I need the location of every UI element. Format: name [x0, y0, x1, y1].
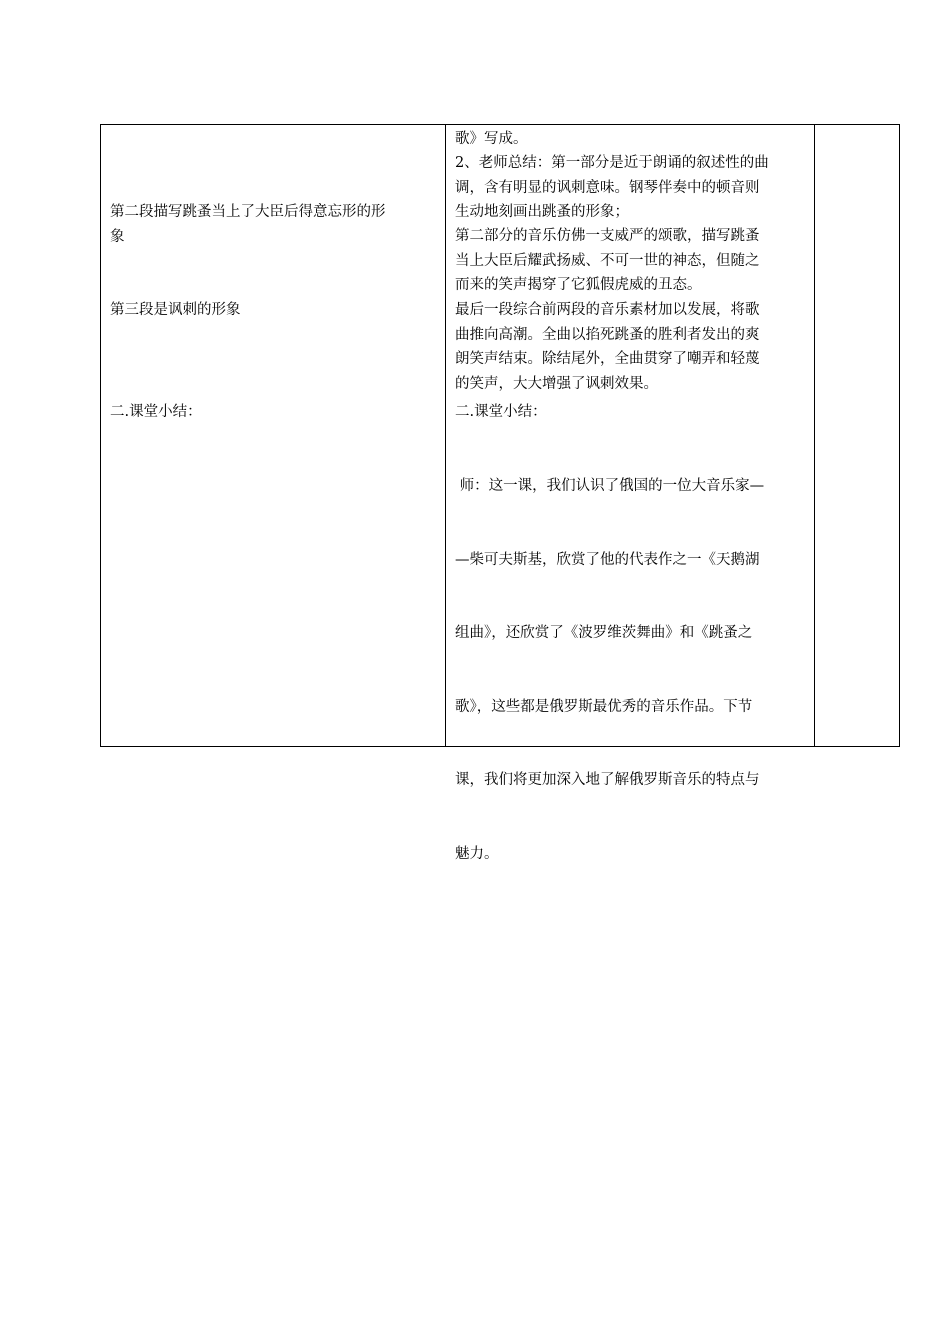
text-line: 第三段是讽刺的形象	[110, 302, 241, 318]
text-line: 当上大臣后耀武扬威、不可一世的神态，但随之	[455, 252, 760, 269]
text-line: 调，含有明显的讽刺意味。钢琴伴奏中的顿音则	[455, 179, 760, 196]
text-line: 师：这一课，我们认识了俄国的一位大音乐家—	[455, 478, 765, 494]
text-line: 魅力。	[455, 845, 499, 862]
text-line: 最后一段综合前两段的音乐素材加以发展，将歌	[455, 302, 760, 318]
table-column-right-empty	[815, 125, 899, 746]
text-line: 二.课堂小结：	[110, 404, 202, 420]
text-line: 第二段描写跳蚤当上了大臣后得意忘形的形	[110, 204, 386, 220]
mid-paragraph-part-two	[455, 224, 811, 298]
text-line: 2、老师总结：第一部分是近于朗诵的叙述性的曲	[455, 155, 769, 171]
mid-paragraph-teacher-conclusion	[455, 425, 811, 915]
text-line: —柴可夫斯基，欣赏了他的代表作之一《天鹅湖	[455, 551, 760, 568]
text-line: 象	[110, 228, 125, 245]
text-line: 而来的笑声揭穿了它狐假虎威的丑态。	[455, 277, 702, 293]
text-line: 课，我们将更加深入地了解俄罗斯音乐的特点与	[455, 772, 760, 788]
text-line: 歌》写成。	[455, 131, 528, 147]
mid-paragraph-teacher-summary	[455, 151, 811, 225]
text-line: 生动地刻画出跳蚤的形象；	[455, 204, 629, 220]
left-paragraph-segment-three	[110, 298, 440, 323]
table-column-middle	[446, 125, 815, 862]
mid-paragraph-summary-heading	[455, 400, 811, 425]
mid-paragraph-final-section	[455, 298, 811, 396]
text-line: 二.课堂小结：	[455, 404, 547, 420]
text-line: 朗笑声结束。除结尾外，全曲贯穿了嘲弄和轻蔑	[455, 351, 760, 367]
text-line: 组曲》，还欣赏了《波罗维茨舞曲》和《跳蚤之	[455, 625, 753, 641]
text-line: 曲推向高潮。全曲以掐死跳蚤的胜利者发出的爽	[455, 326, 760, 343]
lesson-table	[100, 124, 900, 862]
table-column-left	[101, 125, 446, 746]
text-line: 歌》，这些都是俄罗斯最优秀的音乐作品。下节	[455, 698, 753, 715]
text-line: 第二部分的音乐仿佛一支威严的颂歌，描写跳蚤	[455, 228, 760, 244]
left-paragraph-summary-heading	[110, 400, 440, 425]
text-line: 的笑声，大大增强了讽刺效果。	[455, 375, 658, 392]
mid-paragraph-continuation	[455, 127, 811, 152]
left-paragraph-segment-two	[110, 200, 440, 249]
